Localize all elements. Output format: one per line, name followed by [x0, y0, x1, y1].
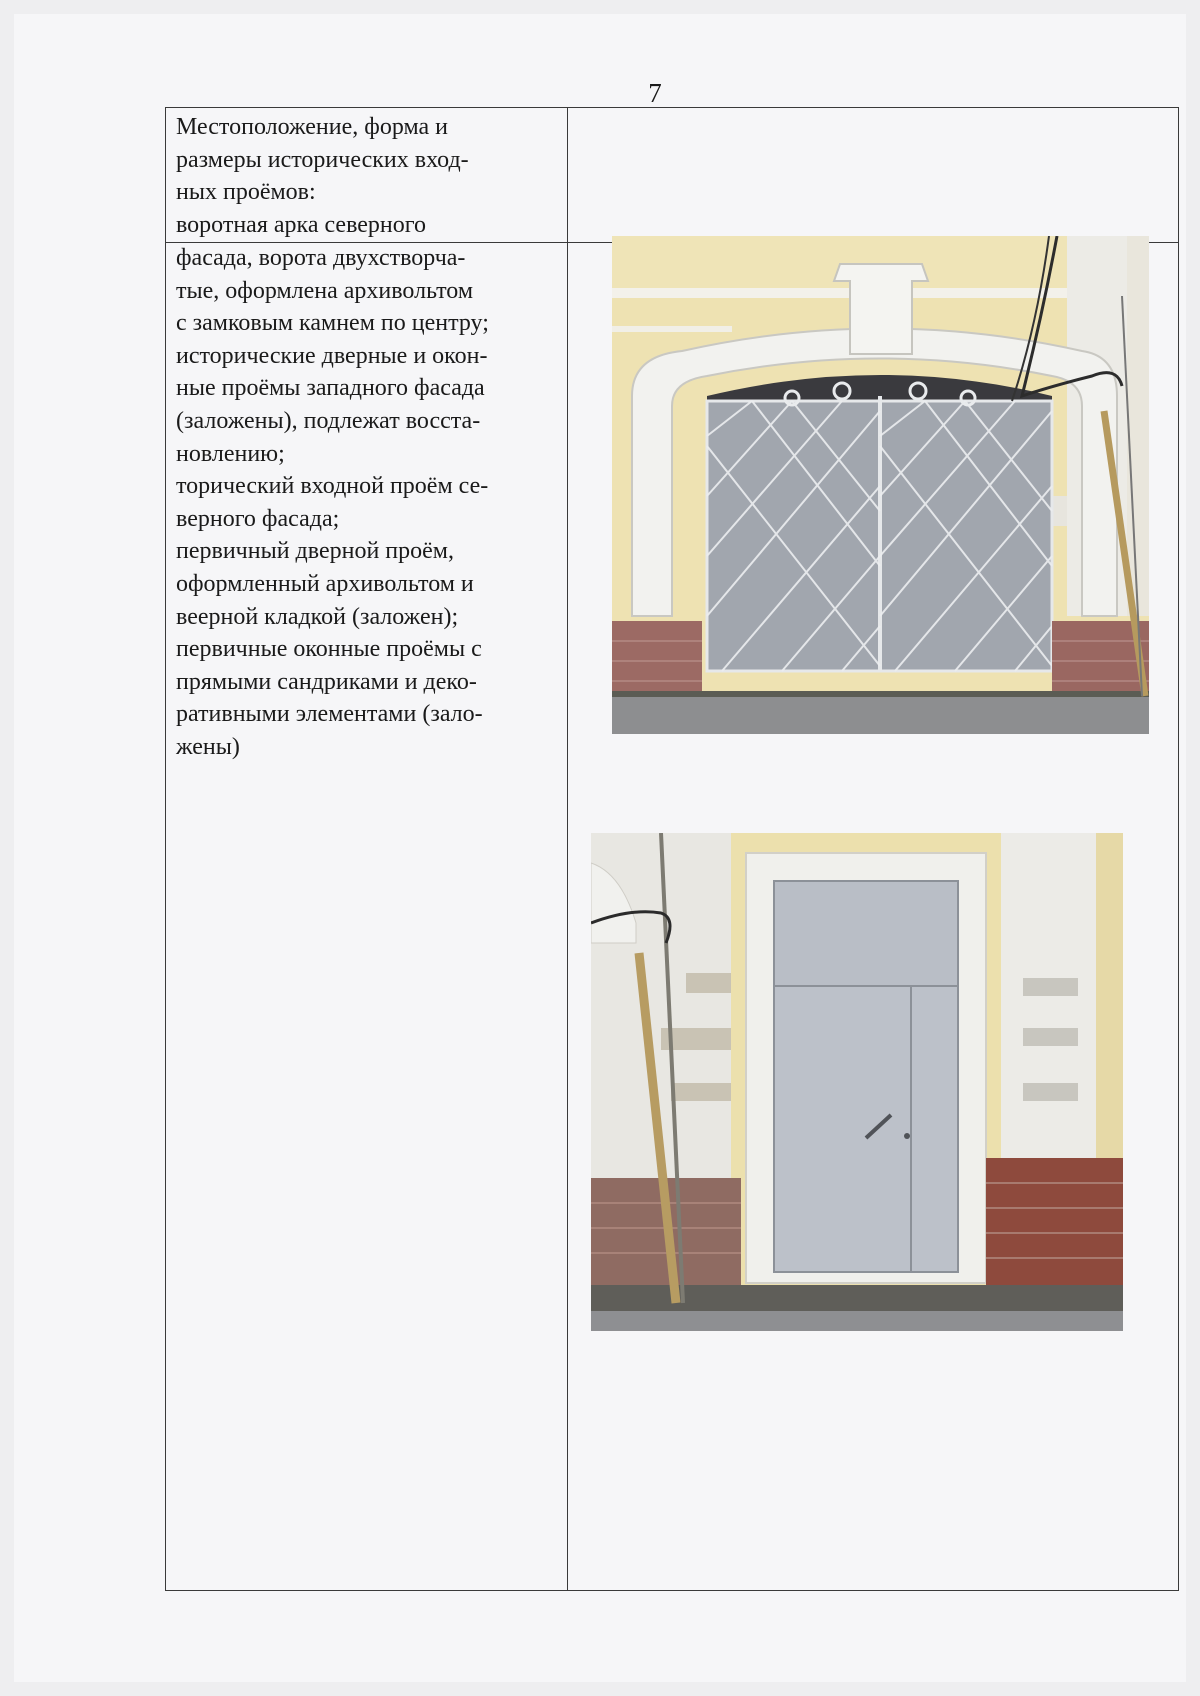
- row2-line: веерной кладкой (заложен);: [176, 603, 459, 630]
- attributes-table: [165, 107, 1179, 1591]
- row2-line: фасада, ворота двухстворча-: [176, 245, 466, 271]
- row2-line: прямыми сандриками и деко-: [176, 668, 477, 695]
- row2-line: новлению;: [176, 440, 285, 467]
- document-page: [14, 14, 1186, 1682]
- row2-line: первичный дверной проём,: [176, 538, 454, 565]
- row2-line: торический входной проём се-: [176, 473, 489, 500]
- metal-door-photo: [591, 833, 1123, 1331]
- row2-description: [176, 242, 557, 764]
- row1-line: Местоположение, форма и: [176, 114, 448, 140]
- column-divider: [567, 108, 568, 1590]
- row2-line: исторические дверные и окон-: [176, 342, 488, 369]
- row2-line: ративными элементами (зало-: [176, 701, 483, 728]
- row2-line: с замковым камнем по центру;: [176, 310, 489, 337]
- row1-description: [176, 111, 557, 241]
- row2-line: оформленный архивольтом и: [176, 570, 474, 597]
- row1-line: размеры исторических вход-: [176, 146, 469, 173]
- row2-line: верного фасада;: [176, 505, 340, 532]
- row2-line: ные проёмы западного фасада: [176, 375, 485, 402]
- row2-line: первичные оконные проёмы с: [176, 636, 482, 663]
- row2-line: тые, оформлена архивольтом: [176, 277, 474, 304]
- row2-line: жены): [176, 733, 240, 760]
- page-number: [14, 78, 1186, 108]
- page-number-text: 7: [648, 78, 662, 108]
- row1-line: воротная арка северного: [176, 211, 427, 238]
- row1-line: ных проёмов:: [176, 179, 316, 206]
- arched-gate-photo: [612, 236, 1149, 734]
- row2-line: (заложены), подлежат восста-: [176, 407, 481, 434]
